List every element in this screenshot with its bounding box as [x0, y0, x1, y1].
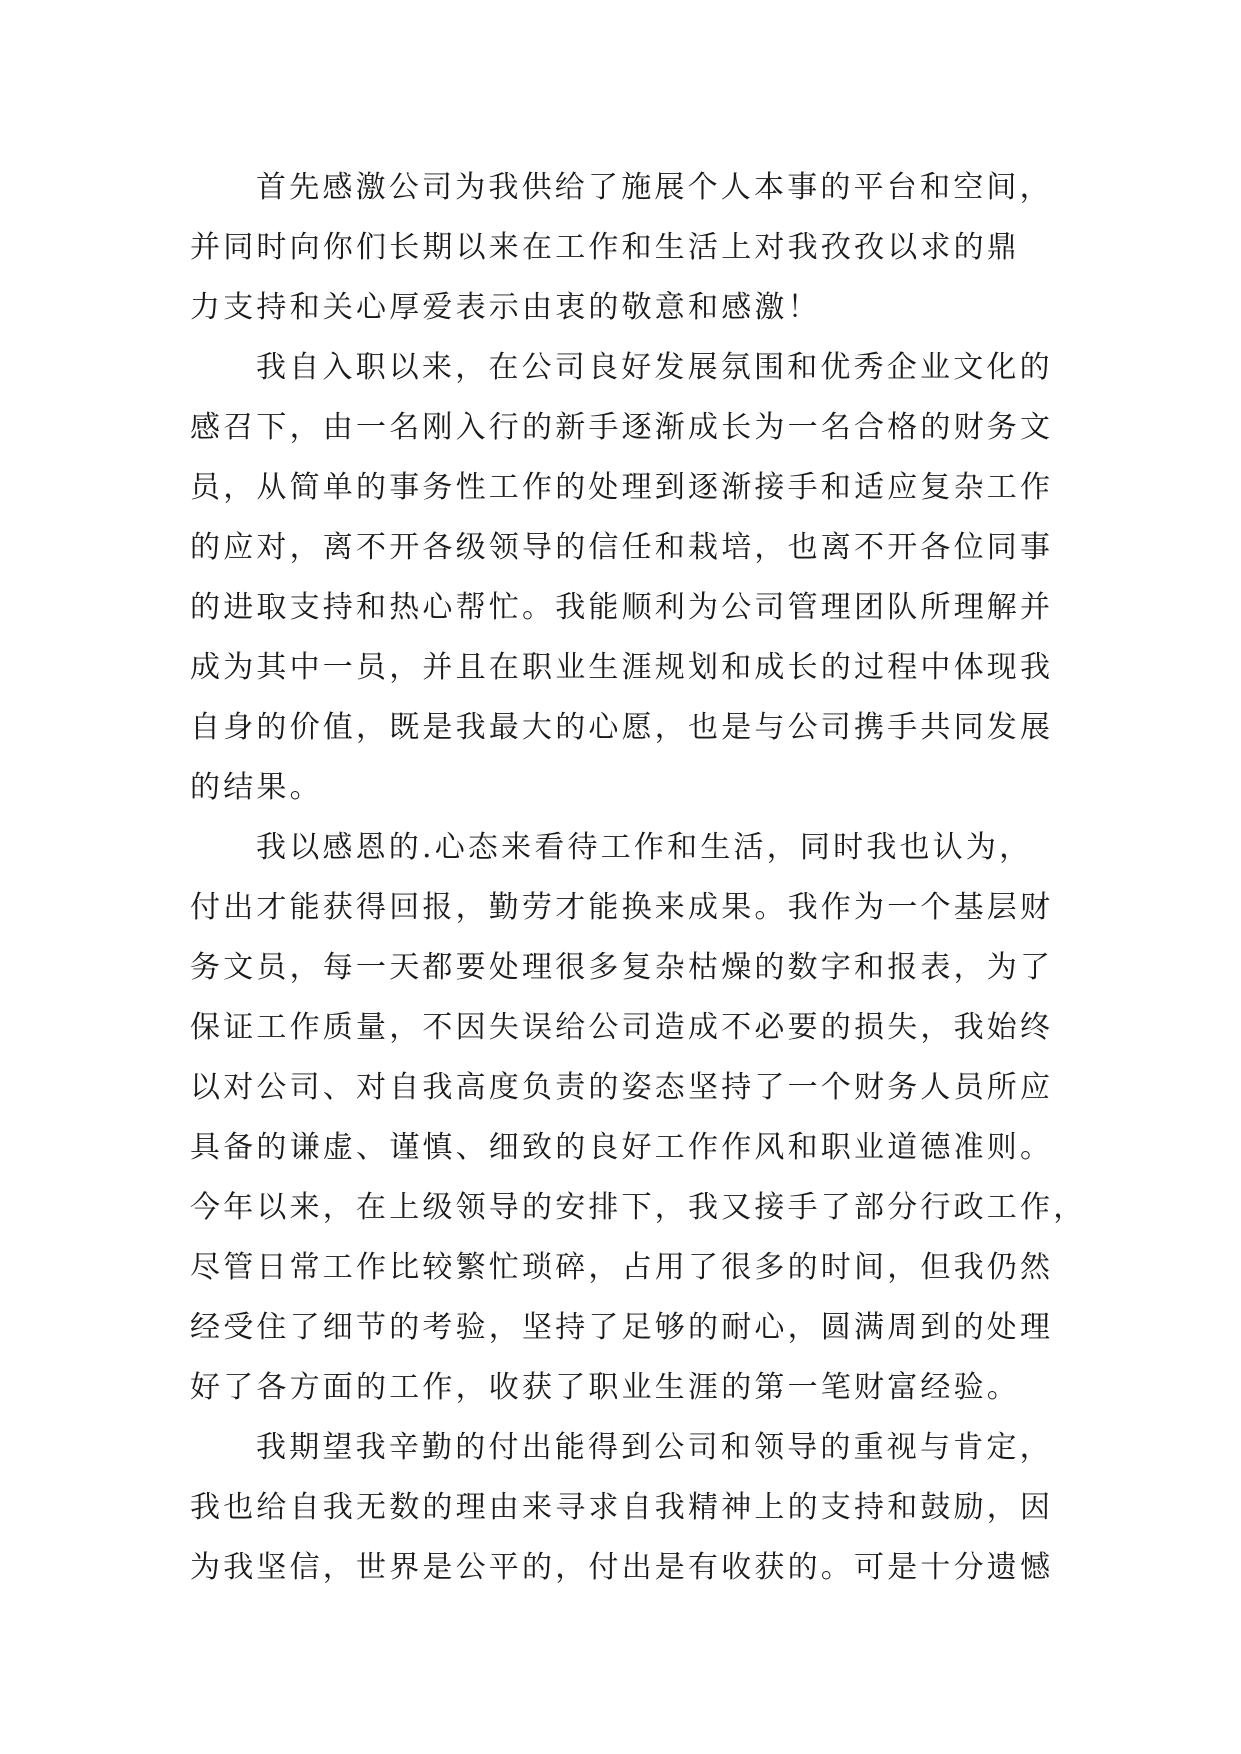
paragraph-line: 我也给自我无数的理由来寻求自我精神上的支持和鼓励，因 [190, 1490, 1054, 1525]
paragraph-line: 尽管日常工作比较繁忙琐碎，占用了很多的时间，但我仍然 [190, 1250, 1054, 1285]
paragraph-line: 自身的价值，既是我最大的心愿，也是与公司携手共同发展 [190, 710, 1054, 745]
paragraph-line: 首先感激公司为我供给了施展个人本事的平台和空间， [256, 170, 1053, 205]
paragraph-line: 的进取支持和热心帮忙。我能顺利为公司管理团队所理解并 [190, 590, 1054, 625]
paragraph-line: 具备的谦虚、谨慎、细致的良好工作作风和职业道德准则。 [190, 1130, 1054, 1165]
paragraph-line: 以对公司、对自我高度负责的姿态坚持了一个财务人员所应 [190, 1070, 1054, 1105]
paragraph-line: 我以感恩的.心态来看待工作和生活，同时我也认为， [256, 830, 1033, 865]
paragraph-line: 的结果。 [190, 770, 323, 805]
letter-body [190, 158, 1087, 1598]
paragraph-line: 经受住了细节的考验，坚持了足够的耐心，圆满周到的处理 [190, 1310, 1054, 1345]
paragraph-line: 力支持和关心厚爱表示由衷的敬意和感激！ [190, 290, 821, 325]
paragraph-4 [190, 1418, 1070, 1598]
paragraph-line: 并同时向你们长期以来在工作和生活上对我孜孜以求的鼎 [190, 230, 1020, 265]
paragraph-3 [190, 818, 1087, 1418]
paragraph-line: 付出才能获得回报，勤劳才能换来成果。我作为一个基层财 [190, 890, 1054, 925]
paragraph-line: 务文员，每一天都要处理很多复杂枯燥的数字和报表，为了 [190, 950, 1054, 985]
paragraph-line: 我自入职以来，在公司良好发展氛围和优秀企业文化的 [256, 350, 1053, 385]
paragraph-line: 保证工作质量，不因失误给公司造成不必要的损失，我始终 [190, 1010, 1054, 1045]
paragraph-line: 成为其中一员，并且在职业生涯规划和成长的过程中体现我 [190, 650, 1054, 685]
paragraph-line: 今年以来，在上级领导的安排下，我又接手了部分行政工作， [190, 1190, 1087, 1225]
paragraph-line: 感召下，由一名刚入行的新手逐渐成长为一名合格的财务文 [190, 410, 1054, 445]
paragraph-2 [190, 338, 1070, 818]
paragraph-1 [190, 158, 1070, 338]
paragraph-line: 的应对，离不开各级领导的信任和栽培，也离不开各位同事 [190, 530, 1054, 565]
paragraph-line: 为我坚信，世界是公平的，付出是有收获的。可是十分遗憾 [190, 1550, 1054, 1585]
paragraph-line: 我期望我辛勤的付出能得到公司和领导的重视与肯定， [256, 1430, 1053, 1465]
paragraph-line: 员，从简单的事务性工作的处理到逐渐接手和适应复杂工作 [190, 470, 1054, 505]
paragraph-line: 好了各方面的工作，收获了职业生涯的第一笔财富经验。 [190, 1370, 1020, 1405]
